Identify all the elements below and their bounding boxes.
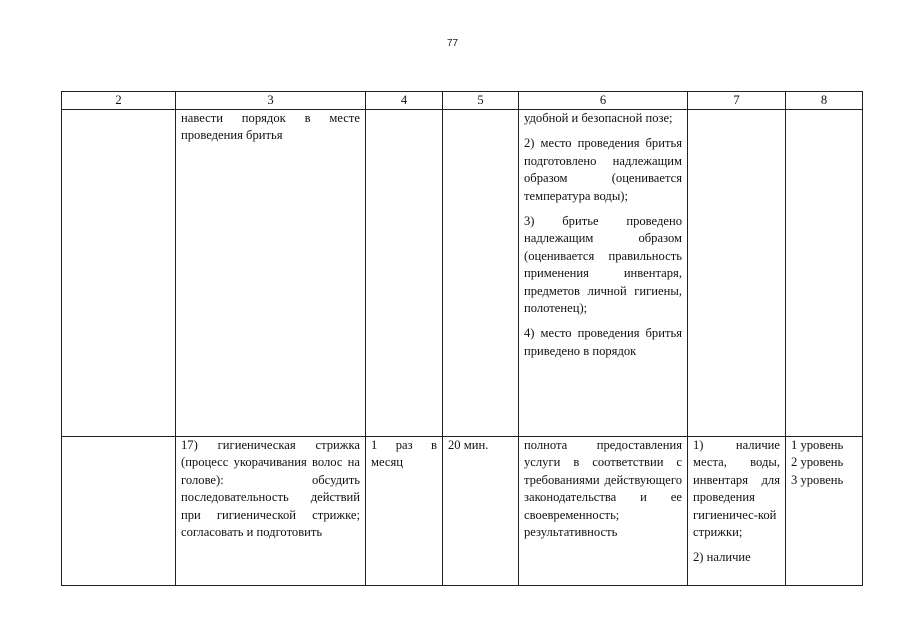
row2-col7-paragraph-1: 1) наличие места, воды, инвентаря для проведения гигиеничес-кой стрижки; [693, 438, 780, 540]
cell-row1-col7 [688, 110, 786, 437]
cell-row2-col3: 17) гигиеническая стрижка (процесс укорачивания волос на голове): обсудить последовательность действий при гигиенической стрижке; согласовать и подготовить [176, 437, 366, 586]
cell-row1-col2 [62, 110, 176, 437]
cell-row2-col6: полнота предоставления услуги в соответствии с требованиями действующего законодательства и ее своевременность; результативность [519, 437, 688, 586]
header-col-7: 7 [688, 92, 786, 110]
cell-row1-col5 [443, 110, 519, 437]
header-col-5: 5 [443, 92, 519, 110]
level-2-label: 2 уровень [791, 455, 844, 470]
header-col-4: 4 [366, 92, 443, 110]
level-3-label: 3 уровень [791, 472, 844, 487]
table-row [62, 437, 863, 586]
header-col-6: 6 [519, 92, 688, 110]
page-number: 77 [446, 38, 459, 49]
header-col-8: 8 [786, 92, 863, 110]
cell-row1-col6 [519, 110, 688, 437]
table-header-row [62, 92, 863, 110]
row1-col6-paragraph-2: 2) место проведения бритья подготовлено надлежащим образом (оценивается температура воды); [524, 136, 682, 203]
cell-row2-col8 [786, 437, 863, 586]
row2-col7-paragraph-2: 2) наличие [693, 550, 751, 565]
cell-row2-col4: 1 раз в месяц [366, 437, 443, 586]
row1-col6-paragraph-4: 4) место проведения бритья приведено в порядок [524, 326, 682, 358]
cell-row1-col4 [366, 110, 443, 437]
cell-row2-col5: 20 мин. [443, 437, 519, 586]
header-col-2: 2 [62, 92, 176, 110]
cell-row1-col8 [786, 110, 863, 437]
cell-row1-col3: навести порядок в месте проведения бритья [176, 110, 366, 437]
table-row [62, 110, 863, 437]
cell-row2-col2 [62, 437, 176, 586]
header-col-3: 3 [176, 92, 366, 110]
document-table [61, 91, 863, 586]
level-1-label: 1 уровень [791, 438, 844, 452]
row1-col6-paragraph-3: 3) бритье проведено надлежащим образом (оценивается правильность применения инвентаря, предметов личной гигиены, полотенец); [524, 214, 682, 316]
row1-col6-paragraph-1: удобной и безопасной позе; [524, 111, 673, 125]
cell-row2-col7 [688, 437, 786, 586]
